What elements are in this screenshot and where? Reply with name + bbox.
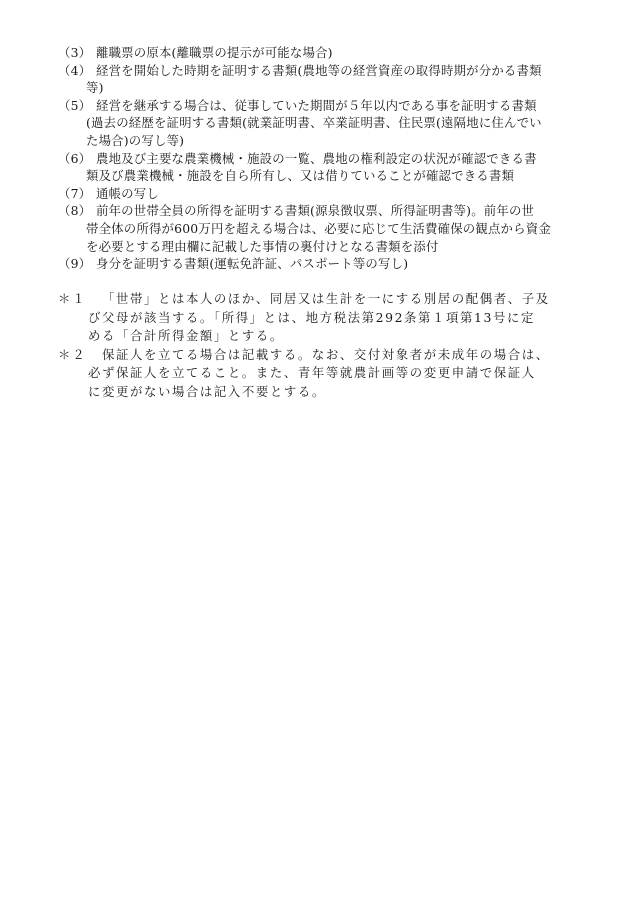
list-item (58, 97, 588, 150)
item-line: 農地及び主要な農業機械・施設の一覧、農地の権利設定の状況が確認できる書 (96, 150, 537, 166)
item-number: （4） (58, 62, 92, 78)
item-line: 等) (86, 80, 104, 96)
footnote-line: 保証人を立てる場合は記載する。なお、交付対象者が未成年の場合は、 (102, 346, 550, 362)
list-item (58, 255, 588, 273)
item-text (86, 202, 588, 255)
footnote-text (88, 346, 593, 402)
item-text (86, 62, 588, 97)
item-line: (過去の経歴を証明する書類(就業証明書、卒業証明書、住民票(遠隔地に住んでい (86, 115, 542, 131)
item-text (86, 150, 588, 185)
footnote (58, 346, 593, 402)
item-number: （9） (58, 256, 92, 272)
item-line: 経営を開始した時期を証明する書類(農地等の経営資産の取得時期が分かる書類 (96, 62, 542, 78)
item-text (92, 255, 588, 273)
list-item (58, 185, 588, 203)
list-item (58, 44, 588, 62)
item-text (92, 44, 588, 62)
item-text (92, 185, 588, 203)
item-number: （6） (58, 150, 92, 166)
item-line: 身分を証明する書類(運転免許証、パスポート等の写し) (96, 256, 409, 272)
item-line: 通帳の写し (96, 185, 159, 201)
item-line: 類及び農業機械・施設を自ら所有し、又は借りていることが確認できる書類 (86, 168, 515, 184)
item-text (86, 97, 588, 150)
item-line: を必要とする理由欄に記載した事情の裏付けとなる書類を添付 (86, 238, 439, 254)
item-line: 帯全体の所得が600万円を超える場合は、必要に応じて生活費確保の観点から資金 (86, 220, 551, 236)
item-line: た場合)の写し等) (86, 132, 185, 148)
footnote-line: 「世帯」とは本人のほか、同居又は生計を一にする別居の配偶者、子及 (102, 291, 550, 306)
item-line: 離職票の原本(離職票の提示が可能な場合) (96, 45, 333, 60)
footnote-line: び父母が該当する。「所得」とは、地方税法第292条第１項第13号に定 (88, 309, 535, 325)
required-documents-list (58, 44, 588, 273)
footnote-mark: ＊２ (58, 346, 87, 362)
item-line: 経営を継承する場合は、従事していた期間が５年以内である事を証明する書類 (96, 97, 537, 113)
item-line: 前年の世帯全員の所得を証明する書類(源泉徴収票、所得証明書等)。前年の世 (96, 203, 535, 219)
footnote (58, 290, 593, 346)
list-item (58, 202, 588, 255)
footnote-line: に変更がない場合は記入不要とする。 (88, 383, 326, 399)
item-number: （8） (58, 203, 92, 219)
footnotes (58, 290, 593, 402)
footnote-text (88, 290, 593, 346)
item-number: （7） (58, 185, 92, 201)
item-number: （5） (58, 97, 92, 113)
list-item (58, 150, 588, 185)
footnote-mark: ＊１ (58, 291, 87, 306)
footnote-line: める「合計所得金額」とする。 (88, 328, 284, 344)
item-number: （3） (58, 45, 92, 60)
footnote-line: 必ず保証人を立てること。また、青年等就農計画等の変更申請で保証人 (88, 365, 536, 381)
list-item (58, 62, 588, 97)
